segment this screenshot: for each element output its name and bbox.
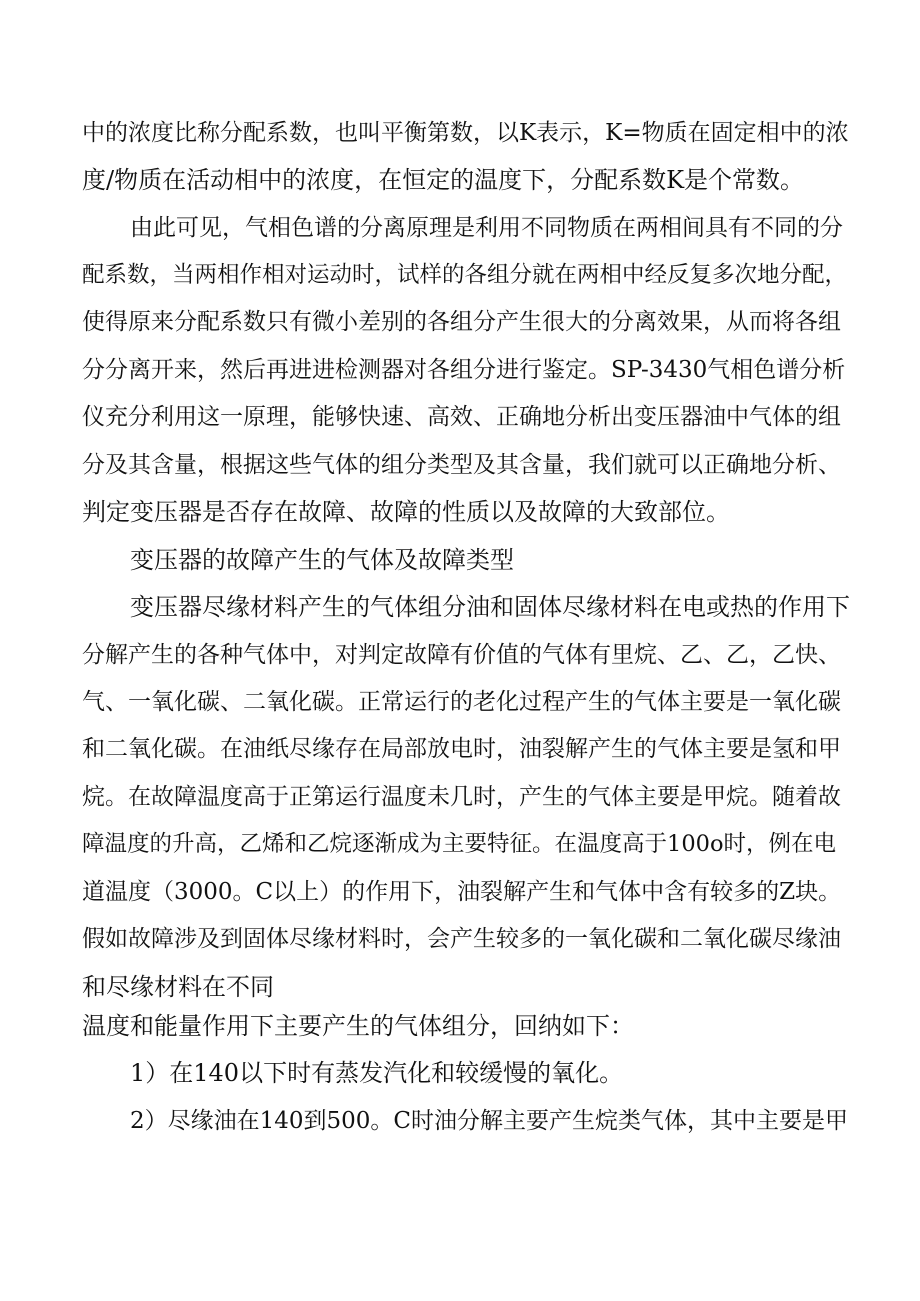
text-line: 和二氧化碳。在油纸尽缘存在局部放电时，油裂解产生的气体主要是氢和甲 bbox=[82, 736, 841, 762]
text-line: 烷。在故障温度高于正第运行温度未几时，产生的气体主要是甲烷。随着故 bbox=[82, 784, 841, 810]
text-line: 假如故障涉及到固体尽缘材料时，会产生较多的一氧化碳和二氧化碳尽缘油 bbox=[82, 926, 841, 952]
list-item: 1）在140以下时有蒸发汽化和较缓慢的氧化。 bbox=[130, 1059, 624, 1087]
text-line: 判定变压器是否存在故障、故障的性质以及故障的大致部位。 bbox=[82, 498, 730, 526]
paragraph-start-line: 由此可见，气相色谱的分离原理是利用不同物质在两相间具有不同的分 bbox=[130, 215, 843, 241]
paragraph-start-line: 变压器尽缘材料产生的气体组分油和固体尽缘材料在电或热的作用下 bbox=[130, 593, 850, 621]
text-line: 气、一氧化碳、二氧化碳。正常运行的老化过程产生的气体主要是一氧化碳 bbox=[82, 689, 841, 715]
text-line: 道温度（3000。C以上）的作用下，油裂解产生和气体中含有较多的Z块。 bbox=[82, 879, 842, 905]
text-line: 配系数，当两相作相对运动时，试样的各组分就在两相中经反复多次地分配， bbox=[82, 262, 848, 288]
text-line: 使得原来分配系数只有微小差别的各组分产生很大的分离效果，从而将各组 bbox=[82, 309, 841, 335]
text-line: 度/物质在活动相中的浓度，在恒定的温度下，分配系数K是个常数。 bbox=[82, 166, 805, 194]
text-line: 分分离开来，然后再进进检测器对各组分进行鉴定。SP-3430气相色谱分析 bbox=[82, 357, 846, 383]
section-heading: 变压器的故障产生的气体及故障类型 bbox=[130, 546, 514, 574]
text-line: 障温度的升高，乙烯和乙烷逐渐成为主要特征。在温度高于100o时，例在电 bbox=[82, 831, 836, 857]
text-line: 和尽缘材料在不同 bbox=[82, 973, 274, 1001]
list-item: 2）尽缘油在140到500。C时油分解主要产生烷类气体，其中主要是甲 bbox=[130, 1108, 849, 1134]
text-line: 分解产生的各种气体中，对判定故障有价值的气体有里烷、乙、乙，乙快、 bbox=[82, 642, 841, 668]
text-line: 分及其含量，根据这些气体的组分类型及其含量，我们就可以正确地分析、 bbox=[82, 452, 841, 478]
text-line: 温度和能量作用下主要产生的气体组分，回纳如下： bbox=[82, 1012, 634, 1040]
text-line: 中的浓度比称分配系数，也叫平衡第数，以K表示，K=物质在固定相中的浓 bbox=[82, 120, 849, 146]
text-line: 仪充分利用这一原理，能够快速、高效、正确地分析出变压器油中气体的组 bbox=[82, 404, 841, 430]
